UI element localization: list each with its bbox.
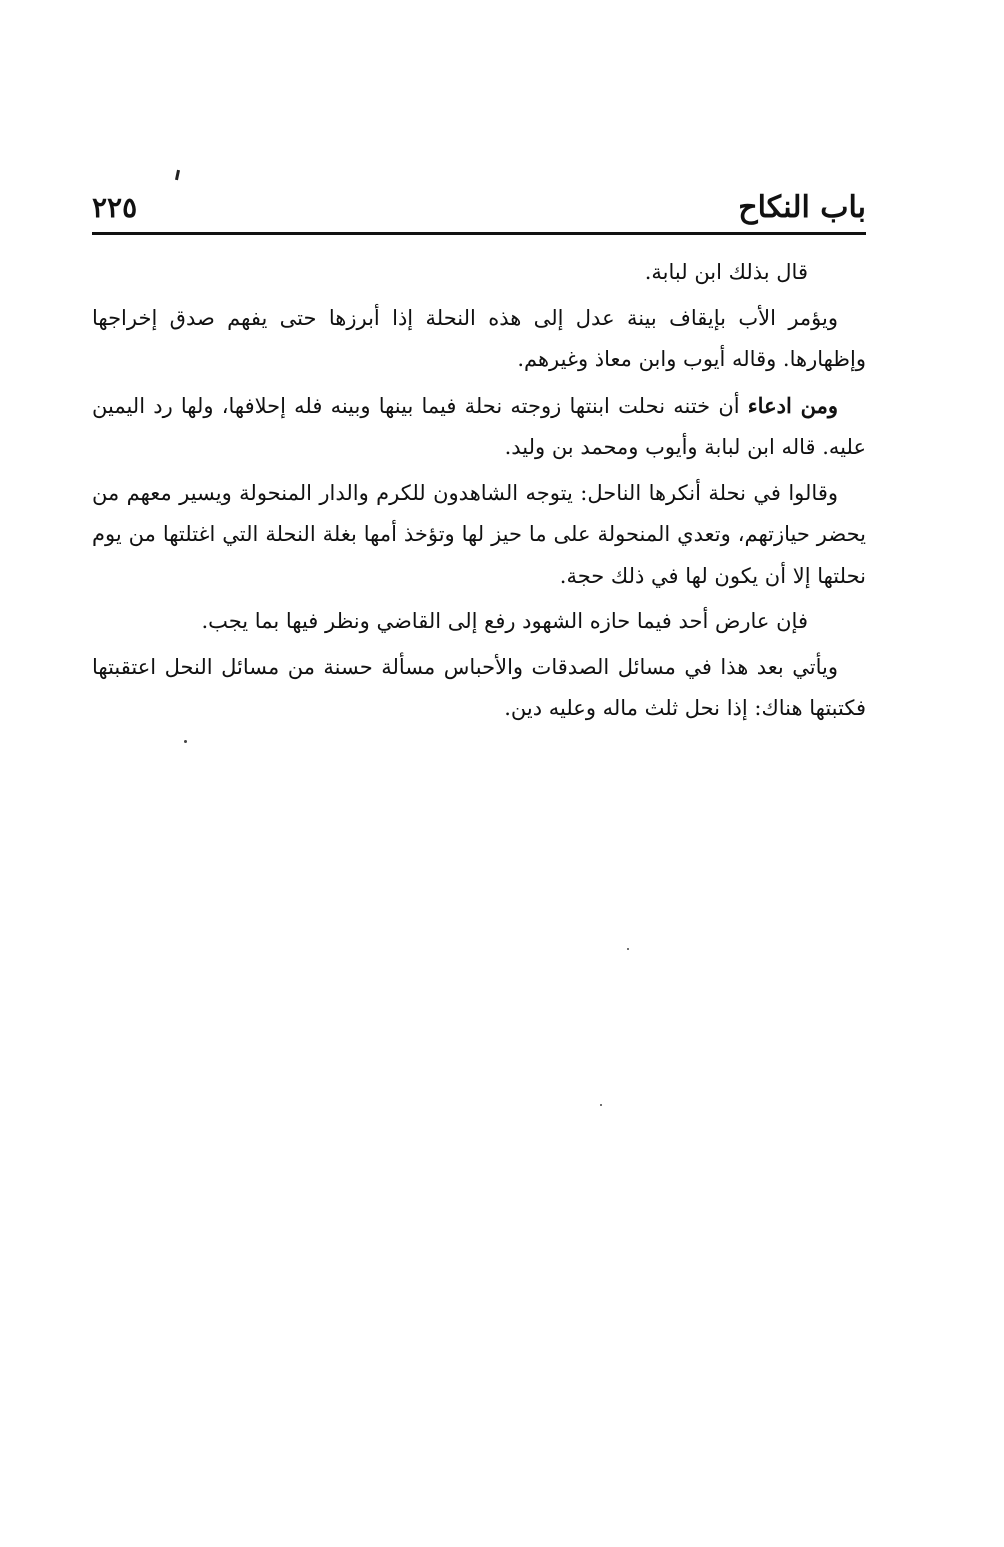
ink-speck xyxy=(184,740,187,743)
page-number: ٢٢٥ xyxy=(92,191,138,224)
paragraph-5 xyxy=(92,601,866,643)
chapter-title: باب النكاح xyxy=(738,190,866,225)
paragraph-4-text: وقالوا في نحلة أنكرها الناحل: يتوجه الشاهدون للكرم والدار المنحولة ويسير معهم من يحضر حيازتهم، وتعدي المنحولة على ما حيز لها وتؤخذ أمها بغلة النحلة التي اغتلتها من يوم نحلتها إلا أن يكون لها في ذلك حجة. xyxy=(92,480,866,588)
body-text xyxy=(92,252,866,734)
paragraph-6-text: ويأتي بعد هذا في مسائل الصدقات والأحباس مسألة حسنة من مسائل النحل اعتقبتها فكتبتها هناك: إذا نحل ثلث ماله وعليه دين. xyxy=(92,654,866,720)
paragraph-2 xyxy=(92,298,866,381)
paragraph-3 xyxy=(92,385,866,469)
paragraph-2-text: ويؤمر الأب بإيقاف بينة عدل إلى هذه النحلة إذا أبرزها حتى يفهم صدق إخراجها وإظهارها. وقاله أيوب وابن معاذ وغيرهم. xyxy=(92,305,866,371)
paragraph-5-text: فإن عارض أحد فيما حازه الشهود رفع إلى القاضي ونظر فيها بما يجب. xyxy=(201,609,808,633)
ink-mark xyxy=(175,170,180,180)
paragraph-3-lead: ومن ادعاء xyxy=(747,392,838,418)
running-header xyxy=(92,186,866,232)
paragraph-1 xyxy=(92,252,866,294)
ink-speck xyxy=(600,1104,602,1106)
paragraph-6 xyxy=(92,647,866,730)
paragraph-3-text: أن ختنه نحلت ابنتها زوجته نحلة فيما بينها وبينه فله إحلافها، ولها رد اليمين عليه. قاله ابن لبابة وأيوب ومحمد بن وليد. xyxy=(92,393,866,459)
ink-speck xyxy=(627,948,629,950)
paragraph-1-text: قال بذلك ابن لبابة. xyxy=(644,260,808,284)
paragraph-4 xyxy=(92,473,866,598)
header-rule xyxy=(92,232,866,235)
